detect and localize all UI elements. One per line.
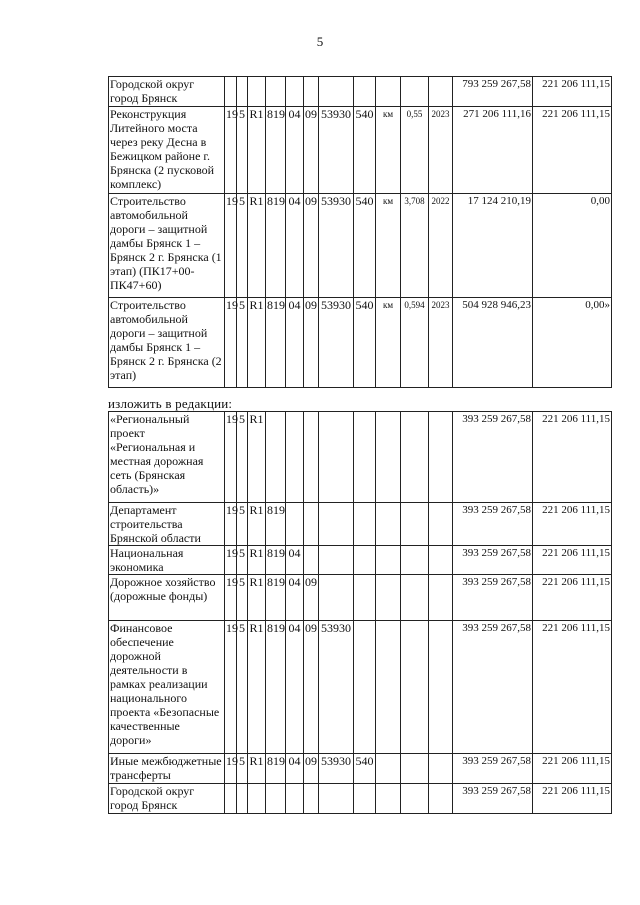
cell-name: Городской округ город Брянск <box>109 77 225 107</box>
cell-c1 <box>225 77 237 107</box>
cell-c1: 19 <box>225 298 237 388</box>
cell-c3 <box>248 784 266 814</box>
cell-sum2: 221 206 111,15 <box>533 754 612 784</box>
cell-sum2: 221 206 111,15 <box>533 412 612 503</box>
cell-c3: R1 <box>248 194 266 298</box>
cell-c8: 540 <box>354 298 376 388</box>
cell-c5: 04 <box>286 575 304 621</box>
cell-sum1: 393 259 267,58 <box>453 412 533 503</box>
cell-c4 <box>266 784 286 814</box>
cell-sum2: 221 206 111,15 <box>533 784 612 814</box>
cell-c4: 819 <box>266 754 286 784</box>
cell-qty <box>401 503 429 546</box>
cell-c7 <box>319 412 354 503</box>
cell-c4 <box>266 412 286 503</box>
table-row <box>109 503 612 546</box>
cell-qty <box>401 77 429 107</box>
cell-sum1: 271 206 111,16 <box>453 107 533 194</box>
cell-sum1: 504 928 946,23 <box>453 298 533 388</box>
cell-c4: 819 <box>266 107 286 194</box>
table-row <box>109 412 612 503</box>
cell-c1: 19 <box>225 412 237 503</box>
cell-c3: R1 <box>248 412 266 503</box>
cell-c7: 53930 <box>319 194 354 298</box>
cell-sum1: 793 259 267,58 <box>453 77 533 107</box>
cell-c7 <box>319 546 354 575</box>
cell-year: 2023 <box>429 107 453 194</box>
cell-c7: 53930 <box>319 754 354 784</box>
cell-c5: 04 <box>286 754 304 784</box>
cell-year <box>429 412 453 503</box>
cell-c4: 819 <box>266 621 286 754</box>
cell-qty <box>401 546 429 575</box>
cell-c8: 540 <box>354 194 376 298</box>
cell-c1: 19 <box>225 107 237 194</box>
cell-c5: 04 <box>286 546 304 575</box>
cell-c8 <box>354 412 376 503</box>
page-number: 5 <box>316 34 324 49</box>
cell-c3 <box>248 77 266 107</box>
cell-c8 <box>354 784 376 814</box>
cell-c2 <box>237 784 248 814</box>
cell-sum1: 393 259 267,58 <box>453 621 533 754</box>
cell-name: Финансовое обеспечение дорожной деятельности в рамках реализации национального проекта «Безопасные качественные дороги» <box>109 621 225 754</box>
cell-sum2: 221 206 111,15 <box>533 621 612 754</box>
cell-c2: 5 <box>237 546 248 575</box>
table-row <box>109 194 612 298</box>
cell-c2: 5 <box>237 575 248 621</box>
cell-name: Дорожное хозяйство (дорожные фонды) <box>109 575 225 621</box>
cell-sum2: 221 206 111,15 <box>533 77 612 107</box>
cell-c2: 5 <box>237 754 248 784</box>
cell-qty <box>401 412 429 503</box>
cell-c2: 5 <box>237 194 248 298</box>
cell-c7: 53930 <box>319 621 354 754</box>
cell-c5 <box>286 77 304 107</box>
cell-unit: км <box>376 194 401 298</box>
cell-c5: 04 <box>286 298 304 388</box>
cell-year <box>429 77 453 107</box>
cell-unit: км <box>376 107 401 194</box>
cell-c1: 19 <box>225 754 237 784</box>
cell-year <box>429 621 453 754</box>
budget-table-new <box>108 411 612 814</box>
cell-year <box>429 546 453 575</box>
cell-c3: R1 <box>248 546 266 575</box>
cell-c3: R1 <box>248 503 266 546</box>
cell-c8 <box>354 575 376 621</box>
cell-c1 <box>225 784 237 814</box>
cell-sum2: 221 206 111,15 <box>533 107 612 194</box>
cell-sum1: 393 259 267,58 <box>453 503 533 546</box>
cell-c6: 09 <box>304 575 319 621</box>
cell-c3: R1 <box>248 754 266 784</box>
table-row <box>109 546 612 575</box>
cell-c4: 819 <box>266 575 286 621</box>
table-row <box>109 621 612 754</box>
cell-qty: 3,708 <box>401 194 429 298</box>
cell-c8 <box>354 621 376 754</box>
cell-c1: 19 <box>225 194 237 298</box>
cell-c5: 04 <box>286 107 304 194</box>
table-row <box>109 298 612 388</box>
cell-c4: 819 <box>266 546 286 575</box>
cell-unit: км <box>376 298 401 388</box>
cell-sum2: 221 206 111,15 <box>533 503 612 546</box>
cell-c5 <box>286 412 304 503</box>
cell-unit <box>376 754 401 784</box>
cell-c4: 819 <box>266 503 286 546</box>
table-row <box>109 575 612 621</box>
cell-c8: 540 <box>354 107 376 194</box>
cell-c7: 53930 <box>319 107 354 194</box>
cell-sum1: 393 259 267,58 <box>453 546 533 575</box>
cell-c8 <box>354 503 376 546</box>
cell-c6: 09 <box>304 754 319 784</box>
cell-qty <box>401 754 429 784</box>
cell-qty <box>401 575 429 621</box>
cell-c2: 5 <box>237 621 248 754</box>
cell-c6 <box>304 412 319 503</box>
cell-c4 <box>266 77 286 107</box>
cell-sum1: 393 259 267,58 <box>453 754 533 784</box>
cell-c3: R1 <box>248 621 266 754</box>
cell-c7: 53930 <box>319 298 354 388</box>
cell-c1: 19 <box>225 546 237 575</box>
cell-c4: 819 <box>266 194 286 298</box>
cell-unit <box>376 621 401 754</box>
cell-c6: 09 <box>304 194 319 298</box>
cell-c6: 09 <box>304 298 319 388</box>
edit-instruction: изложить в редакции: <box>108 396 233 411</box>
cell-sum1: 17 124 210,19 <box>453 194 533 298</box>
cell-c3: R1 <box>248 107 266 194</box>
cell-unit <box>376 412 401 503</box>
cell-sum2: 221 206 111,15 <box>533 575 612 621</box>
cell-c3: R1 <box>248 575 266 621</box>
cell-name: Строительство автомобильной дороги – защитной дамбы Брянск 1 – Брянск 2 г. Брянска (1 этап) (ПК17+00-ПК47+60) <box>109 194 225 298</box>
cell-c2: 5 <box>237 298 248 388</box>
cell-unit <box>376 546 401 575</box>
cell-c6 <box>304 77 319 107</box>
table-row <box>109 784 612 814</box>
cell-qty: 0,594 <box>401 298 429 388</box>
cell-sum2: 221 206 111,15 <box>533 546 612 575</box>
cell-c6 <box>304 546 319 575</box>
cell-c6: 09 <box>304 107 319 194</box>
cell-qty <box>401 784 429 814</box>
cell-unit <box>376 77 401 107</box>
cell-c5: 04 <box>286 194 304 298</box>
cell-c5 <box>286 503 304 546</box>
cell-qty: 0,55 <box>401 107 429 194</box>
cell-c8 <box>354 77 376 107</box>
budget-table-old <box>108 76 612 388</box>
cell-year <box>429 503 453 546</box>
cell-c3: R1 <box>248 298 266 388</box>
cell-c2: 5 <box>237 412 248 503</box>
cell-sum1: 393 259 267,58 <box>453 575 533 621</box>
cell-c5: 04 <box>286 621 304 754</box>
cell-name: Департамент строительства Брянской области <box>109 503 225 546</box>
cell-name: Иные межбюджетные трансферты <box>109 754 225 784</box>
cell-sum2: 0,00» <box>533 298 612 388</box>
cell-year <box>429 784 453 814</box>
cell-c1: 19 <box>225 575 237 621</box>
table-row <box>109 77 612 107</box>
cell-c7 <box>319 77 354 107</box>
cell-c2: 5 <box>237 503 248 546</box>
cell-year <box>429 754 453 784</box>
cell-c5 <box>286 784 304 814</box>
cell-c7 <box>319 575 354 621</box>
table-row <box>109 754 612 784</box>
table-row <box>109 107 612 194</box>
cell-c6 <box>304 784 319 814</box>
cell-year: 2023 <box>429 298 453 388</box>
cell-c7 <box>319 784 354 814</box>
cell-c6: 09 <box>304 621 319 754</box>
cell-name: «Региональный проект «Региональная и местная дорожная сеть (Брянская область)» <box>109 412 225 503</box>
cell-unit <box>376 575 401 621</box>
cell-c8: 540 <box>354 754 376 784</box>
cell-c2: 5 <box>237 107 248 194</box>
cell-name: Национальная экономика <box>109 546 225 575</box>
cell-year <box>429 575 453 621</box>
cell-name: Строительство автомобильной дороги – защитной дамбы Брянск 1 – Брянск 2 г. Брянска (2 этап) <box>109 298 225 388</box>
cell-sum1: 393 259 267,58 <box>453 784 533 814</box>
cell-sum2: 0,00 <box>533 194 612 298</box>
cell-c7 <box>319 503 354 546</box>
cell-name: Городской округ город Брянск <box>109 784 225 814</box>
cell-unit <box>376 784 401 814</box>
cell-year: 2022 <box>429 194 453 298</box>
cell-c6 <box>304 503 319 546</box>
cell-c1: 19 <box>225 503 237 546</box>
cell-c1: 19 <box>225 621 237 754</box>
cell-name: Реконструкция Литейного моста через реку Десна в Бежицком районе г. Брянска (2 пусковой комплекс) <box>109 107 225 194</box>
cell-qty <box>401 621 429 754</box>
cell-c8 <box>354 546 376 575</box>
cell-c4: 819 <box>266 298 286 388</box>
cell-c2 <box>237 77 248 107</box>
cell-unit <box>376 503 401 546</box>
